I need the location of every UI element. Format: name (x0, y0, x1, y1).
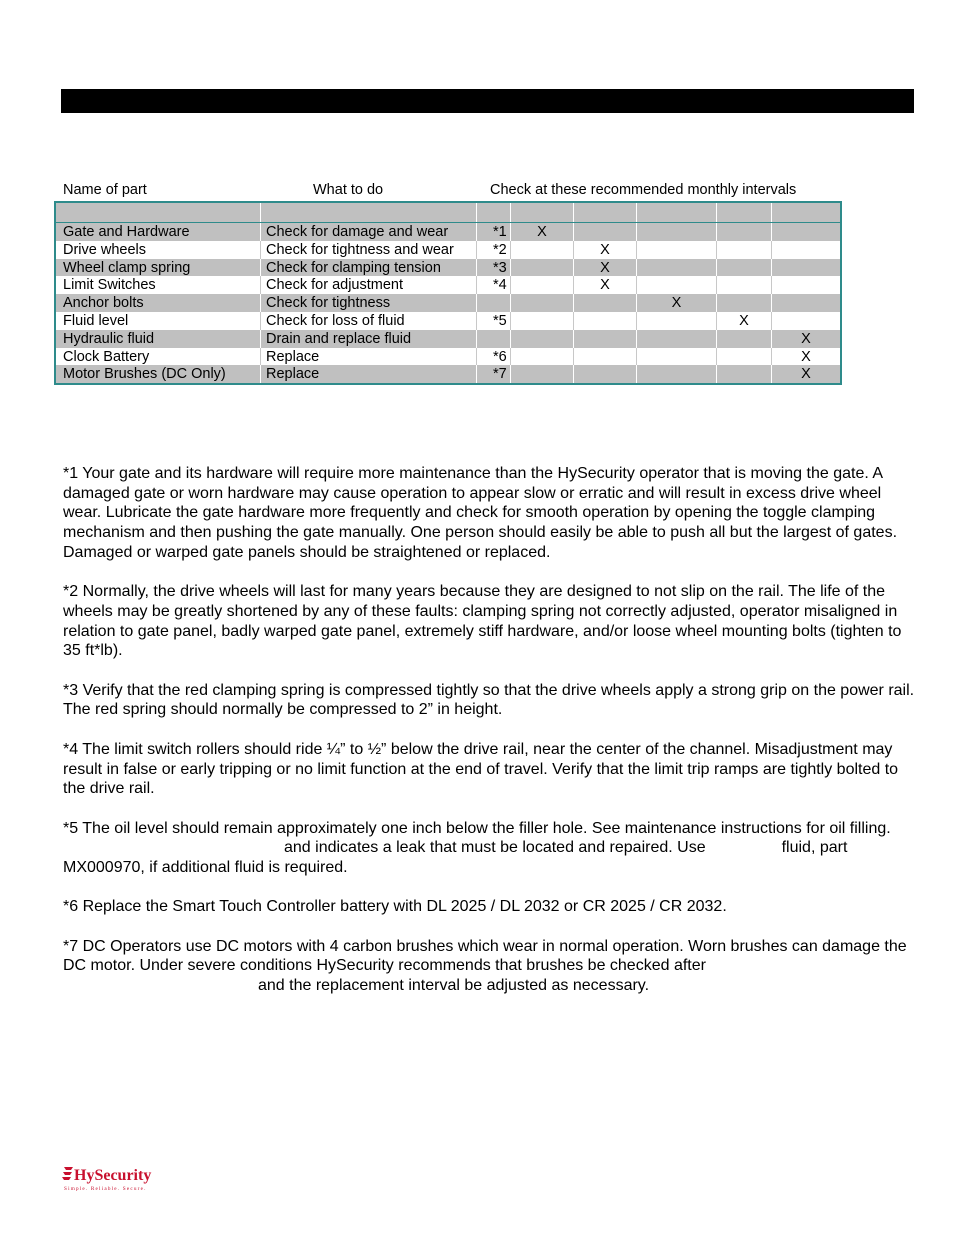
note-ref-cell: *5 (476, 312, 510, 330)
action-cell: Check for loss of fluid (260, 312, 476, 330)
table-row (56, 312, 840, 330)
interval-cell-5 (771, 276, 840, 294)
interval-cell-3 (636, 312, 716, 330)
note-5 (63, 819, 915, 878)
interval-cell-2: X (573, 241, 636, 259)
interval-cell-3 (636, 259, 716, 277)
interval-cell-2: X (573, 276, 636, 294)
maintenance-notes (63, 464, 915, 1016)
interval-cell-5 (771, 312, 840, 330)
interval-cell-4 (716, 276, 771, 294)
note-5-part-b: and indicates a leak that must be located and repaired. Use (284, 839, 706, 857)
note-ref-cell: *7 (476, 365, 510, 383)
column-header-part: Name of part (63, 182, 147, 198)
interval-cell-1: X (510, 223, 573, 241)
table-row (56, 348, 840, 366)
table-column-headers (0, 182, 954, 200)
note-ref-cell: *3 (476, 259, 510, 277)
interval-cell-4 (716, 365, 771, 383)
action-cell: Check for tightness and wear (260, 241, 476, 259)
action-cell: Replace (260, 348, 476, 366)
action-cell: Check for adjustment (260, 276, 476, 294)
maintenance-schedule-table (54, 201, 842, 385)
note-5-part-c: fluid, (781, 839, 816, 857)
interval-cell-2 (573, 365, 636, 383)
interval-cell-3 (636, 365, 716, 383)
interval-cell-4 (716, 259, 771, 277)
table-row (56, 223, 840, 241)
note-5-part-a: *5 The oil level should remain approximately one inch below the filler hole. See maintenance instructions for oil filling. (63, 819, 891, 837)
interval-cell-4 (716, 348, 771, 366)
hysecurity-logo (62, 1164, 157, 1192)
note-ref-cell: *1 (476, 223, 510, 241)
interval-cell-4 (716, 330, 771, 348)
hysecurity-logo-mark (62, 1164, 157, 1192)
note-7 (63, 937, 915, 996)
interval-cell-5 (771, 259, 840, 277)
table-row (56, 330, 840, 348)
part-name-cell: Wheel clamp spring (63, 259, 191, 276)
logo-brand-text: HySecurity (74, 1167, 152, 1184)
section-title-bar (61, 89, 914, 113)
table-header-row (56, 203, 840, 223)
interval-cell-3 (636, 330, 716, 348)
interval-cell-5 (771, 223, 840, 241)
interval-cell-5: X (771, 365, 840, 383)
table-row (56, 276, 840, 294)
note-5-part-d: part MX000970, if additional fluid is required. (63, 839, 848, 876)
note-ref-cell: *6 (476, 348, 510, 366)
interval-cell-4 (716, 241, 771, 259)
interval-cell-4 (716, 223, 771, 241)
interval-cell-4: X (716, 312, 771, 330)
interval-cell-2 (573, 294, 636, 312)
note-ref-cell (476, 294, 510, 312)
note-4: *4 The limit switch rollers should ride ¼” to ½” below the drive rail, near the center of the channel. Misadjustment may result in false or early tripping or no limit function at the end of travel. Verify that the limit trip ramps are tightly bolted to the drive rail. (63, 740, 899, 798)
note-ref-cell: *2 (476, 241, 510, 259)
interval-cell-1 (510, 276, 573, 294)
interval-cell-1 (510, 259, 573, 277)
part-name-cell: Hydraulic fluid (63, 330, 155, 347)
action-cell: Drain and replace fluid (260, 330, 476, 348)
logo-tagline: Simple. Reliable. Secure. (64, 1186, 147, 1192)
action-cell: Check for damage and wear (260, 223, 476, 241)
interval-cell-3: X (636, 294, 716, 312)
table-row (56, 259, 840, 277)
note-3: *3 Verify that the red clamping spring is compressed tightly so that the drive wheels apply a strong grip on the power rail. The red spring should normally be compressed to 2” in height. (63, 681, 915, 719)
interval-cell-1 (510, 241, 573, 259)
interval-cell-5 (771, 294, 840, 312)
part-name-cell: Clock Battery (63, 348, 150, 365)
note-6: *6 Replace the Smart Touch Controller battery with DL 2025 / DL 2032 or CR 2025 / CR 2032. (63, 898, 727, 916)
interval-cell-3 (636, 241, 716, 259)
interval-cell-2: X (573, 259, 636, 277)
note-7-part-b: and the replacement interval be adjusted as necessary. (258, 977, 650, 995)
table-row (56, 294, 840, 312)
interval-cell-1 (510, 312, 573, 330)
action-cell: Replace (260, 365, 476, 383)
note-ref-cell (476, 330, 510, 348)
part-name-cell: Limit Switches (63, 277, 156, 294)
interval-cell-3 (636, 276, 716, 294)
action-cell: Check for clamping tension (260, 259, 476, 277)
action-cell: Check for tightness (260, 294, 476, 312)
interval-cell-5: X (771, 330, 840, 348)
interval-cell-1 (510, 365, 573, 383)
part-name-cell: Drive wheels (63, 241, 146, 258)
part-name-cell: Motor Brushes (DC Only) (63, 366, 226, 383)
interval-cell-1 (510, 294, 573, 312)
interval-cell-2 (573, 348, 636, 366)
interval-cell-3 (636, 348, 716, 366)
table-row (56, 365, 840, 383)
column-header-intervals: Check at these recommended monthly intervals (490, 182, 797, 198)
interval-cell-3 (636, 223, 716, 241)
note-1: *1 Your gate and its hardware will require more maintenance than the HySecurity operator that is moving the gate. A damaged gate or worn hardware may cause operation to appear slow or erratic and will result in excess drive wheel wear. Lubricate the gate hardware more frequently and check for smooth operation by opening the toggle clamping mechanism and then pushing the gate manually. One person should easily be able to push all but the largest of gates. Damaged or warped gate panels should be straightened or replaced. (63, 465, 898, 561)
interval-cell-4 (716, 294, 771, 312)
part-name-cell: Gate and Hardware (63, 224, 190, 240)
interval-cell-2 (573, 312, 636, 330)
interval-cell-1 (510, 348, 573, 366)
interval-cell-5: X (771, 348, 840, 366)
interval-cell-2 (573, 223, 636, 241)
table-row (56, 241, 840, 259)
column-header-action: What to do (313, 182, 384, 198)
note-7-part-a: *7 DC Operators use DC motors with 4 carbon brushes which wear in normal operation. Worn brushes can damage the DC motor. Under severe conditions HySecurity recommends that brushes be checked after (63, 937, 907, 975)
part-name-cell: Anchor bolts (63, 295, 144, 312)
interval-cell-5 (771, 241, 840, 259)
note-ref-cell: *4 (476, 276, 510, 294)
interval-cell-2 (573, 330, 636, 348)
note-2: *2 Normally, the drive wheels will last for many years because they are designed to not slip on the rail. The life of the wheels may be greatly shortened by any of these faults: clamping spring not correctly adjusted, operator misaligned in relation to gate panel, badly warped gate panel, extremely stiff hardware, and/or loose wheel mounting bolts (tighten to 35 ft*lb). (63, 583, 902, 660)
part-name-cell: Fluid level (63, 312, 129, 329)
interval-cell-1 (510, 330, 573, 348)
